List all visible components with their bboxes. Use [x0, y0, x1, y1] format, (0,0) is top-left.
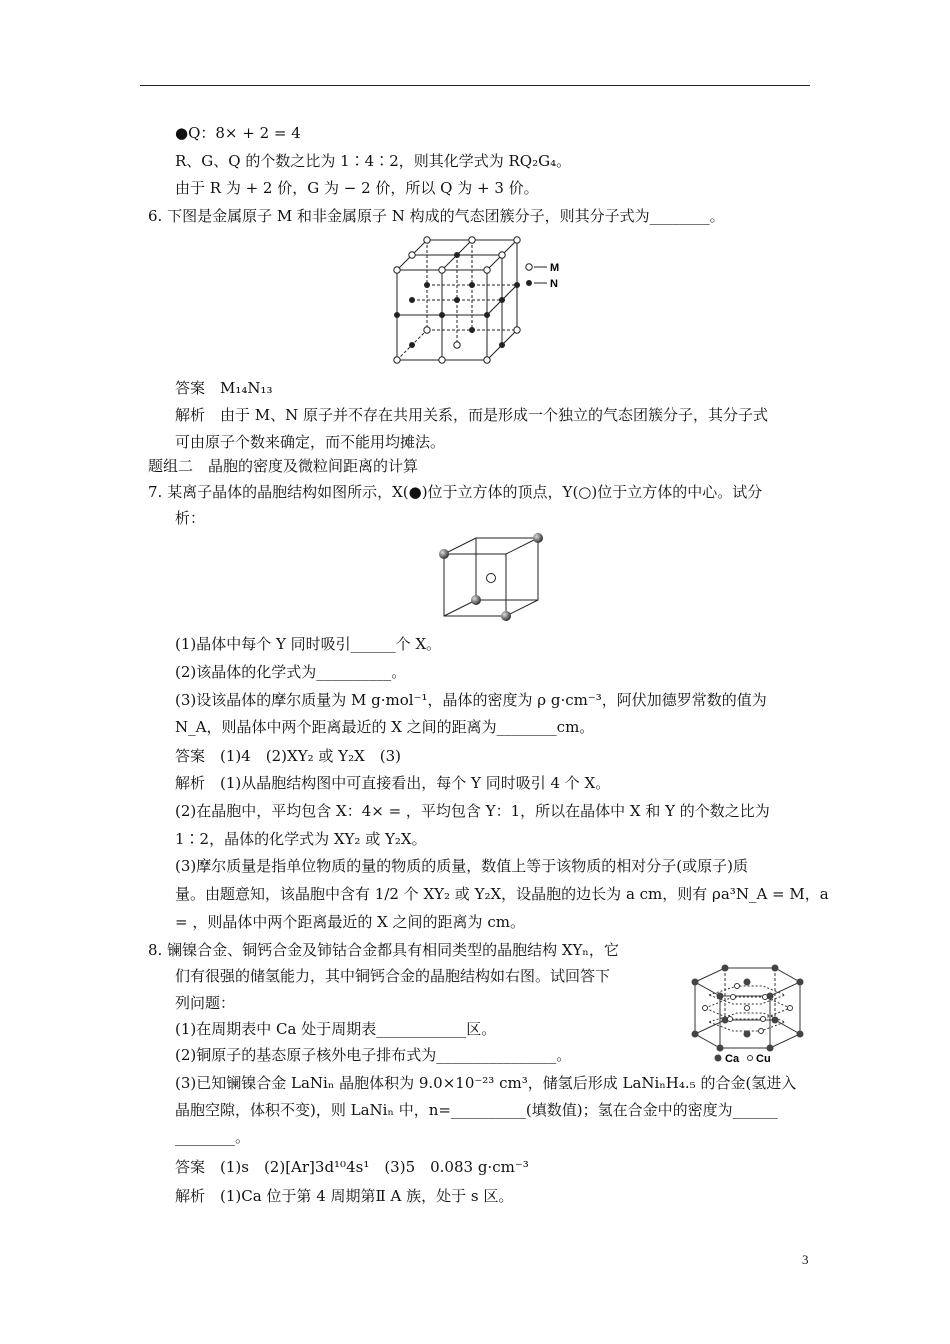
- text-line: 解析 (1)Ca 位于第 4 周期第Ⅱ A 族，处于 s 区。: [175, 1187, 514, 1205]
- question-7: 7. 某离子晶体的晶胞结构如图所示，X(●)位于立方体的顶点，Y(○)位于立方体的中心。试分: [148, 483, 763, 501]
- header-rule: [140, 85, 810, 86]
- page-number: 3: [802, 1252, 809, 1267]
- text-line: 们有很强的储氢能力，其中铜钙合金的晶胞结构如右图。试回答下: [175, 967, 611, 985]
- text-line: 解析 (1)从晶胞结构图中可直接看出，每个 Y 同时吸引 4 个 X。: [175, 774, 611, 792]
- legend-cu: Cu: [756, 1053, 771, 1065]
- text-line: (3)设该晶体的摩尔质量为 M g·mol⁻¹，晶体的密度为 ρ g·cm⁻³，阿伏加德罗常数的值为: [175, 691, 767, 709]
- unit-cell-figure: [436, 532, 546, 624]
- text-line: = ，则晶体中两个距离最近的 X 之间的距离为 cm。: [175, 913, 525, 931]
- text-line: 1∶2，晶体的化学式为 XY₂ 或 Y₂X。: [175, 830, 427, 848]
- text-line: (1)晶体中每个 Y 同时吸引______个 X。: [175, 635, 442, 653]
- text-line: R、G、Q 的个数之比为 1∶4∶2，则其化学式为 RQ₂G₄。: [175, 152, 572, 170]
- text-line: (2)铜原子的基态原子核外电子排布式为________________。: [175, 1046, 572, 1064]
- text-line: 晶胞空隙，体积不变)，则 LaNiₙ 中，n=__________(填数值)；氢在合金中的密度为______: [175, 1101, 778, 1119]
- legend-m: M: [550, 262, 560, 274]
- text-line: 析：: [175, 509, 206, 527]
- text-line: ●Q：8× + 2 = 4: [175, 124, 301, 142]
- text-line: 可由原子个数来确定，而不能用均摊法。: [175, 433, 446, 451]
- text-line: (3)摩尔质量是指单位物质的量的物质的质量，数值上等于该物质的相对分子(或原子)质: [175, 857, 748, 875]
- text-line: N_A，则晶体中两个距离最近的 X 之间的距离为________cm。: [175, 718, 595, 736]
- text-line: (1)在周期表中 Ca 处于周期表____________区。: [175, 1020, 497, 1038]
- text-line: (3)已知镧镍合金 LaNiₙ 晶胞体积为 9.0×10⁻²³ cm³，储氢后形成 LaNiₙH₄.₅ 的合金(氢进入: [175, 1074, 797, 1092]
- text-line: ________。: [175, 1128, 251, 1146]
- answer-7: 答案 (1)4 (2)XY₂ 或 Y₂X (3): [175, 747, 402, 765]
- cluster-molecule-figure: [392, 235, 577, 370]
- legend-ca: Ca: [725, 1053, 740, 1065]
- text-line: 解析 由于 M、N 原子并不存在共用关系，而是形成一个独立的气态团簇分子，其分子式: [175, 406, 769, 424]
- text-line: (2)该晶体的化学式为__________。: [175, 663, 407, 681]
- text-line: 列问题：: [175, 994, 236, 1012]
- hexagonal-cell-figure: [685, 962, 810, 1067]
- question-6: 6. 下图是金属原子 M 和非金属原子 N 构成的气态团簇分子，则其分子式为________。: [148, 207, 725, 225]
- question-8: 8. 镧镍合金、铜钙合金及铈钴合金都具有相同类型的晶胞结构 XYₙ，它: [148, 941, 619, 959]
- answer-6: 答案 M₁₄N₁₃: [175, 379, 273, 397]
- section-heading: 题组二 晶胞的密度及微粒间距离的计算: [148, 457, 419, 475]
- text-line: 量。由题意知，该晶胞中含有 1/2 个 XY₂ 或 Y₂X，设晶胞的边长为 a cm，则有 ρa³N_A = M，a: [175, 885, 829, 903]
- text-line: (2)在晶胞中，平均包含 X：4× = ，平均包含 Y：1，所以在晶体中 X 和 Y 的个数之比为: [175, 802, 770, 820]
- text-line: 由于 R 为 + 2 价，G 为 − 2 价，所以 Q 为 + 3 价。: [175, 179, 539, 197]
- legend-n: N: [550, 278, 558, 290]
- answer-8: 答案 (1)s (2)[Ar]3d¹⁰4s¹ (3)5 0.083 g·cm⁻³: [175, 1158, 529, 1176]
